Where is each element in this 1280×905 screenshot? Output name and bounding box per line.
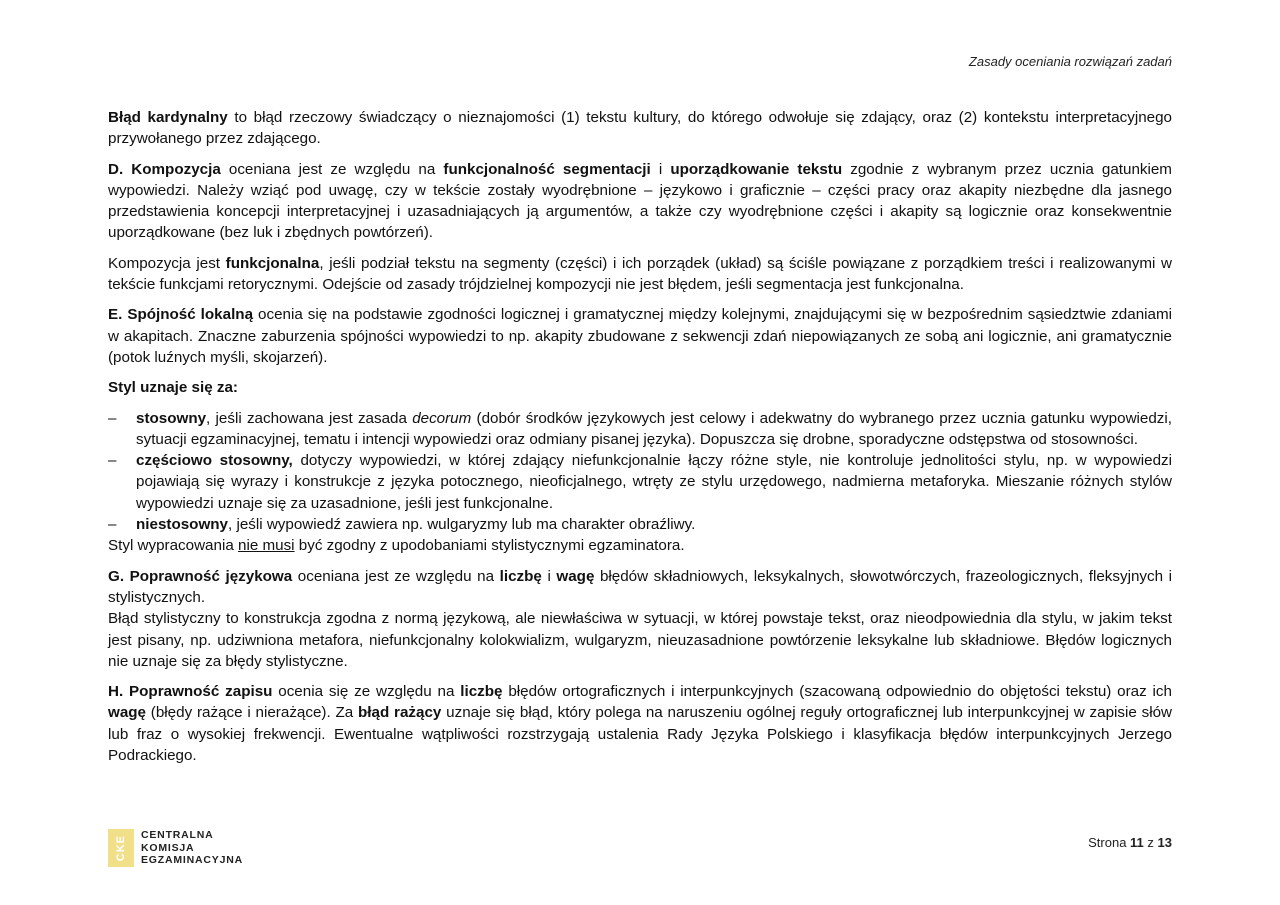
logo-line: EGZAMINACYJNA	[141, 854, 243, 867]
list-dash: –	[108, 516, 117, 534]
paragraph-text: i	[541, 567, 557, 585]
paragraph-text: , jeśli zachowana jest zasada	[206, 409, 413, 427]
term-liczbe: liczbę	[460, 683, 503, 701]
page-current: 11	[1130, 835, 1144, 850]
paragraph-text: uznaje się błąd, który polega na naruszeniu ogólnej reguły ortograficznej lub interpunkcyjnej w zapisie słów lub fraz o wysokiej frekwencji. Ewentualne wątpliwości rozstrzygają ustalenia Rady Języka Polskiego i klasyfikacja błędów interpunkcyjnych Jerzego Podrackiego.	[108, 704, 1172, 765]
term-decorum: decorum	[412, 409, 472, 427]
underlined-nie-musi: nie musi	[238, 537, 295, 555]
paragraph-text: Błąd stylistyczny to konstrukcja zgodna z normą językową, ale niewłaściwa w sytuacji, w której powstaje tekst, oraz nieodpowiednia dla stylu, w jakim tekst jest pisany, np. udziwniona metafora, niefunkcjonalny kolokwializm, wulgaryzm, nieuzasadnione powtórzenie leksykalne lub składniowe. Błędów logicznych nie uznaje się za błędy stylistyczne.	[108, 610, 1172, 670]
section-heading-g: G. Poprawność językowa	[108, 567, 293, 585]
section-heading-h: H. Poprawność zapisu	[108, 683, 273, 701]
paragraph-text: i	[650, 160, 671, 178]
list-dash: –	[108, 452, 117, 470]
page-total: 13	[1157, 835, 1172, 850]
term-wage: wagę	[108, 704, 146, 722]
term-niestosowny: niestosowny	[136, 516, 228, 534]
paragraph-text: zgodnie z wybranym przez ucznia gatunkiem wypowiedzi. Należy wziąć pod uwagę, czy w tekście zostały wyodrębnione – językowo i graficznie – części pracy oraz akapity niezbędne dla jasnego przedstawienia koncepcji interpretacyjnej i uzasadniających ją argumentów, a także czy wyodrębnione części i akapity są logicznie oraz konsekwentnie uporządkowane (bez luk i zbędnych powtórzeń).	[108, 160, 1172, 242]
paragraph-text: błędów ortograficznych i interpunkcyjnych (szacowaną odpowiednio do objętości tekstu) oraz ich	[502, 683, 1172, 701]
paragraph-text: dotyczy wypowiedzi, w której zdający niefunkcjonalnie łączy różne style, nie kontroluje jednolitości stylu, np. w wypowiedzi pojawiają się wyrazy i konstrukcje z języka potocznego, nieoficjalnego, wtręty ze stylu urzędowego, nadmierna metaforyka. Mieszanie różnych stylów wypowiedzi uznaje się za uzasadnione, jeśli jest funkcjonalne.	[136, 452, 1172, 512]
term-blad-razacy: błąd rażący	[358, 704, 442, 722]
page-number	[1088, 835, 1172, 850]
term-funkcjonalnosc: funkcjonalność segmentacji	[443, 160, 651, 178]
term-czesciowo-stosowny: częściowo stosowny,	[136, 452, 293, 470]
list-item	[108, 450, 1172, 514]
logo-line: KOMISJA	[141, 841, 195, 854]
list-item	[108, 514, 1172, 535]
list-item	[108, 408, 1172, 451]
paragraph-text: oceniana jest ze względu na	[220, 160, 444, 178]
term-liczbe: liczbę	[499, 567, 542, 585]
page-separator: z	[1143, 835, 1158, 850]
paragraph-styl-wypracowania	[108, 535, 1172, 556]
paragraph-kompozycja-funkcjonalna	[108, 253, 1172, 296]
paragraph-blad-stylistyczny	[108, 608, 1172, 672]
section-heading-d: D. Kompozycja	[108, 160, 221, 178]
term-wage: wagę	[556, 567, 595, 585]
paragraph-text: ocenia się ze względu na	[272, 683, 461, 701]
paragraph-poprawnosc-zapisu	[108, 681, 1172, 766]
logo-line: CENTRALNA	[141, 829, 214, 842]
paragraph-kompozycja	[108, 159, 1172, 244]
style-list	[108, 408, 1172, 536]
paragraph-poprawnosc-jezykowa	[108, 566, 1172, 609]
style-heading: Styl uznaje się za:	[108, 379, 238, 397]
running-header-title: Zasady oceniania rozwiązań zadań	[968, 54, 1172, 69]
paragraph-spojnosc	[108, 304, 1172, 368]
term-uporzadkowanie: uporządkowanie tekstu	[670, 160, 843, 178]
cke-logo	[108, 828, 243, 868]
paragraph-text: , jeśli wypowiedź zawiera np. wulgaryzmy lub ma charakter obraźliwy.	[228, 516, 696, 534]
paragraph-text: Styl wypracowania	[108, 537, 238, 555]
paragraph-text: , jeśli podział tekstu na segmenty (części) i ich porządek (układ) są ściśle powiązane z porządkiem treści i realizowanymi w tekście funkcjami retorycznymi. Odejście od zasady trójdzielnej kompozycji nie jest błędem, jeśli segmentacja jest funkcjonalna.	[108, 254, 1172, 294]
cke-logo-mark-icon	[108, 829, 134, 867]
term-funkcjonalna: funkcjonalna	[225, 254, 320, 272]
paragraph-text: być zgodny z upodobaniami stylistycznymi egzaminatora.	[294, 537, 685, 555]
term-blad-kardynalny: Błąd kardynalny	[108, 109, 228, 126]
document-body	[108, 107, 1172, 775]
page-prefix: Strona	[1088, 835, 1131, 850]
paragraph-text: oceniana jest ze względu na	[292, 567, 500, 585]
list-dash: –	[108, 409, 117, 427]
section-heading-e: E. Spójność lokalną	[108, 306, 254, 324]
paragraph-text: błędów składniowych, leksykalnych, słowotwórczych, frazeologicznych, fleksyjnych i stylistycznych.	[108, 567, 1173, 606]
paragraph-text: to błąd rzeczowy świadczący o nieznajomości (1) tekstu kultury, do którego odwołuje się zdający, oraz (2) kontekstu interpretacyjnego przywołanego przez zdającego.	[108, 109, 1172, 148]
cke-logo-mark-text: CKE	[115, 834, 127, 862]
paragraph-text: ocenia się na podstawie zgodności logicznej i gramatycznej między kolejnymi, znajdującymi się w bezpośrednim sąsiedztwie zdaniami w akapitach. Znaczne zaburzenia spójności wypowiedzi to np. akapity zbudowane z sekwencji zdań niepowiązanych ze sobą ani logicznie, ani gramatycznie (potok luźnych myśli, skojarzeń).	[108, 306, 1172, 366]
paragraph-text: (dobór środków językowych jest celowy i adekwatny do wybranego przez ucznia gatunku wypowiedzi, sytuacji egzaminacyjnej, tematu i intencji wypowiedzi oraz odmiany pisanej języka). Dopuszcza się drobne, sporadyczne odstępstwa od stosowności.	[136, 409, 1172, 448]
paragraph-text: Kompozycja jest	[108, 254, 226, 272]
term-stosowny: stosowny	[136, 409, 207, 427]
paragraph-text: (błędy rażące i nierażące). Za	[145, 704, 359, 722]
paragraph-blad-kardynalny	[108, 107, 1172, 150]
cke-logo-text	[141, 829, 243, 867]
